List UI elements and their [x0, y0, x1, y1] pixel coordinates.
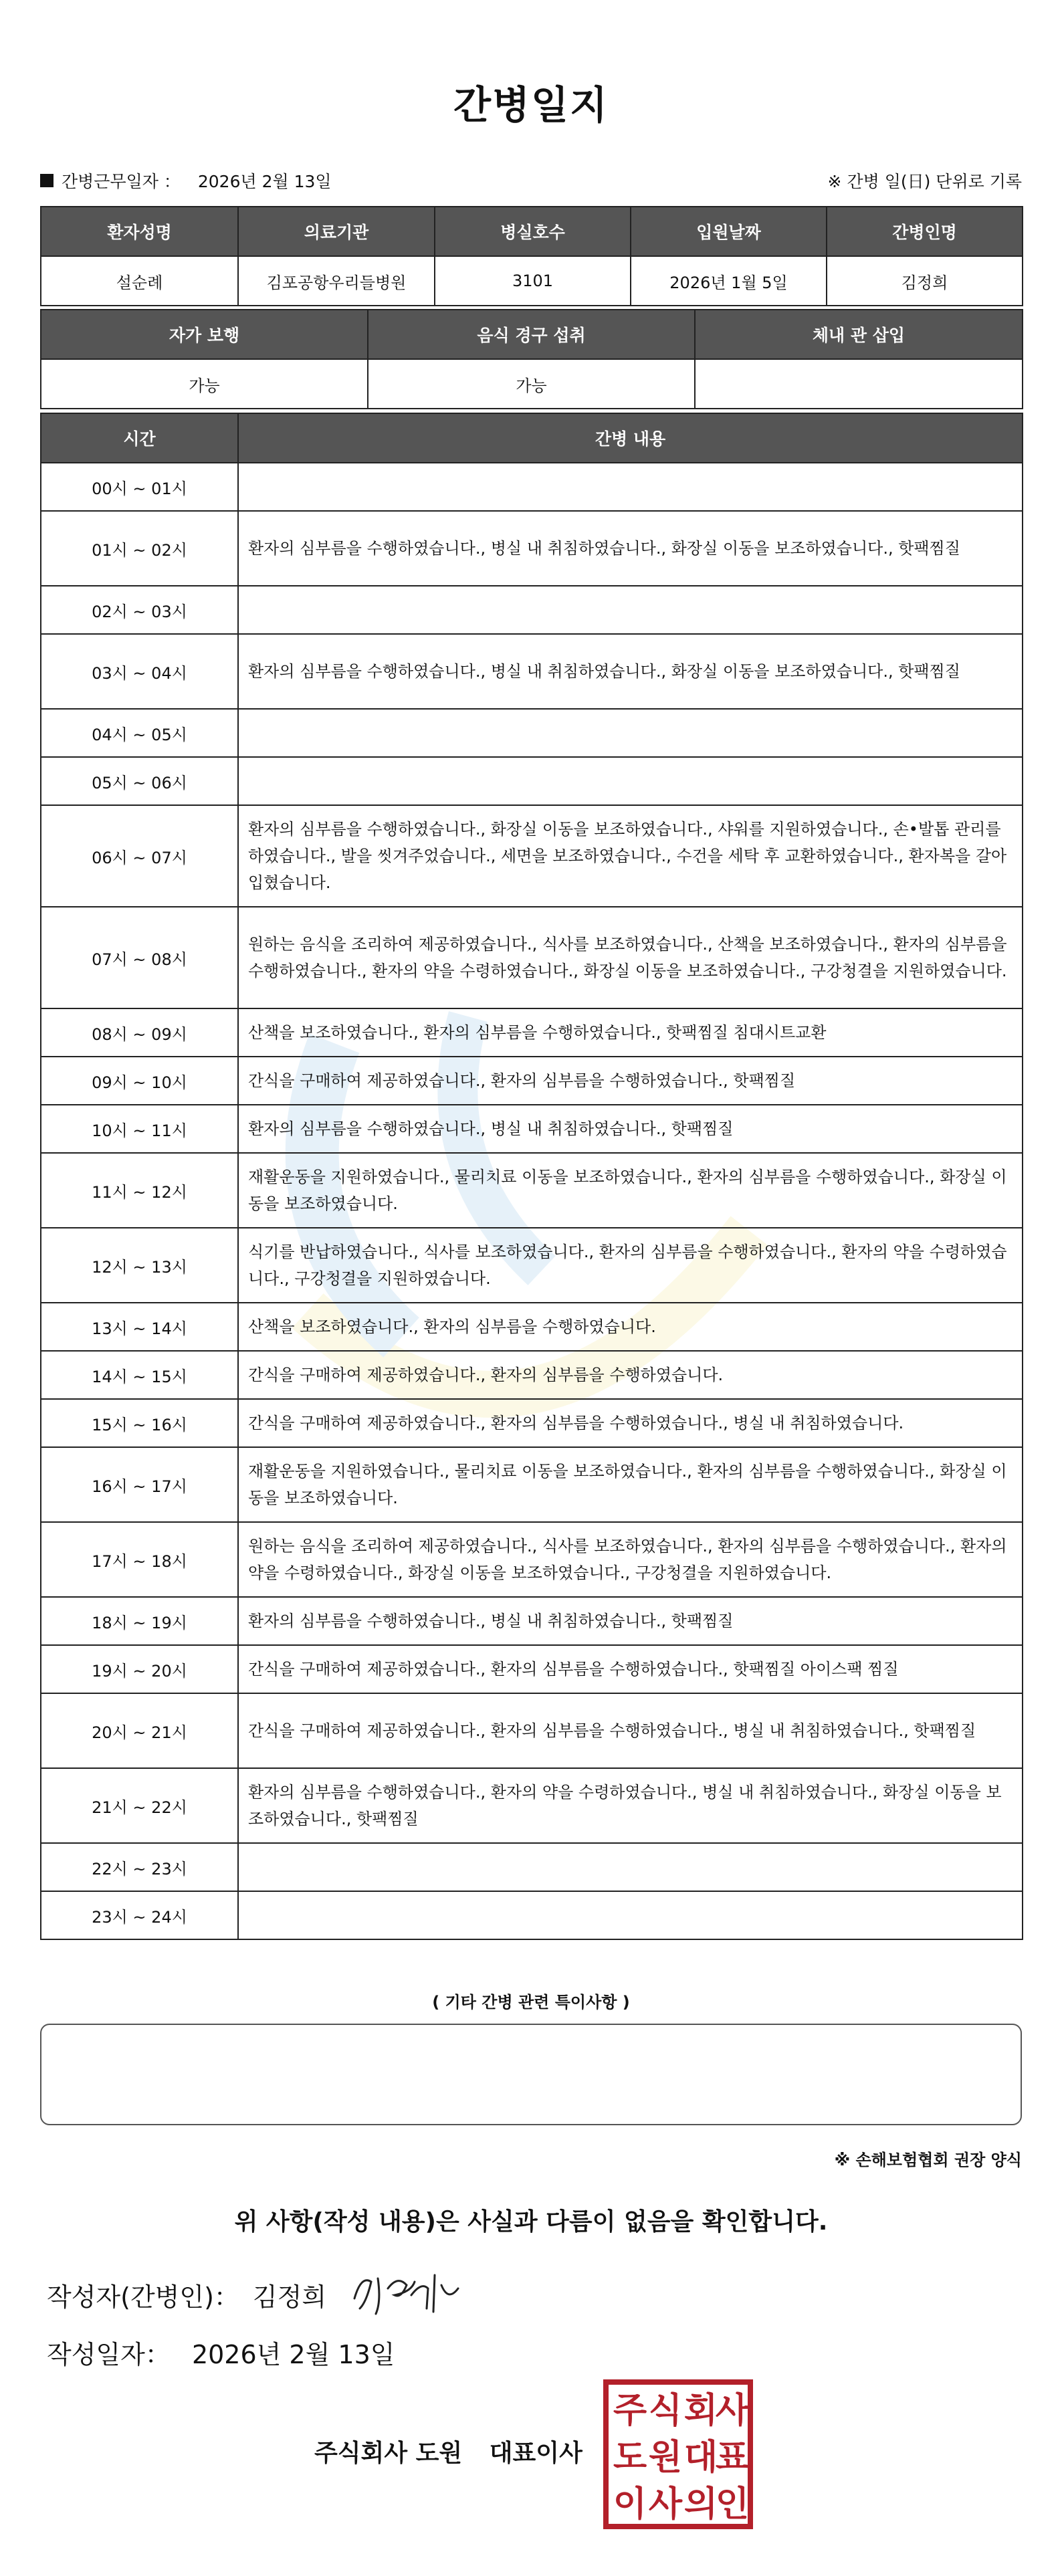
log-time: 19시 ~ 20시	[41, 1645, 238, 1693]
log-content: 재활운동을 지원하였습니다., 물리치료 이동을 보조하였습니다., 환자의 심부름을 수행하였습니다., 화장실 이동을 보조하였습니다.	[238, 1447, 1023, 1522]
log-time: 01시 ~ 02시	[41, 511, 238, 586]
log-row	[41, 1843, 1023, 1891]
log-row	[41, 634, 1023, 709]
log-content: 환자의 심부름을 수행하였습니다., 화장실 이동을 보조하였습니다., 샤워를 지원하였습니다., 손•발톱 관리를 하였습니다., 발을 씻겨주었습니다., 세면을 보조하였습니다., 수건을 세탁 후 교환하였습니다., 환자복을 갈아입혔습니다.	[238, 805, 1023, 907]
log-time: 06시 ~ 07시	[41, 805, 238, 907]
log-time: 14시 ~ 15시	[41, 1351, 238, 1399]
log-row	[41, 1303, 1023, 1351]
log-content	[238, 463, 1023, 511]
log-content	[238, 709, 1023, 757]
log-row	[41, 463, 1023, 511]
log-time: 02시 ~ 03시	[41, 586, 238, 634]
admission-date: 2026년 1월 5일	[631, 256, 827, 306]
log-content: 간식을 구매하여 제공하였습니다., 환자의 심부름을 수행하였습니다.	[238, 1351, 1023, 1399]
log-row	[41, 1351, 1023, 1399]
log-time: 05시 ~ 06시	[41, 757, 238, 805]
tube-insertion-value	[695, 359, 1023, 409]
log-row	[41, 907, 1023, 1008]
log-row	[41, 1153, 1023, 1228]
svg-text:회: 회	[683, 2391, 718, 2431]
notes-box	[40, 2024, 1022, 2125]
svg-text:사: 사	[715, 2391, 750, 2431]
log-content: 원하는 음식을 조리하여 제공하였습니다., 식사를 보조하였습니다., 환자의 심부름을 수행하였습니다., 환자의 약을 수령하였습니다., 화장실 이동을 보조하였습니다., 구강청결을 지원하였습니다.	[238, 1522, 1023, 1597]
patient-name: 설순례	[41, 256, 238, 306]
header-tube-insertion: 체내 관 삽입	[695, 310, 1023, 359]
log-content: 환자의 심부름을 수행하였습니다., 병실 내 취침하였습니다., 핫팩찜질	[238, 1105, 1023, 1153]
log-content: 산책을 보조하였습니다., 환자의 심부름을 수행하였습니다., 핫팩찜질 침대시트교환	[238, 1008, 1023, 1057]
log-content: 간식을 구매하여 제공하였습니다., 환자의 심부름을 수행하였습니다., 핫팩찜질 아이스팩 찜질	[238, 1645, 1023, 1693]
company-line	[314, 2434, 582, 2468]
self-walking-value: 가능	[41, 359, 368, 409]
header-room: 병실호수	[435, 207, 631, 256]
log-row	[41, 1399, 1023, 1447]
log-time: 22시 ~ 23시	[41, 1843, 238, 1891]
log-content	[238, 1843, 1023, 1891]
svg-text:식: 식	[648, 2391, 683, 2431]
log-row	[41, 757, 1023, 805]
work-date-label: 간병근무일자 ：	[62, 172, 181, 191]
log-time: 09시 ~ 10시	[41, 1057, 238, 1105]
oral-intake-value: 가능	[368, 359, 695, 409]
notes-title: ( 기타 간병 관련 특이사항 )	[432, 1993, 630, 2012]
svg-text:주: 주	[613, 2391, 647, 2431]
written-date-label: 작성일자：	[47, 2340, 171, 2369]
log-row	[41, 1693, 1023, 1768]
log-content: 환자의 심부름을 수행하였습니다., 환자의 약을 수령하였습니다., 병실 내 취침하였습니다., 화장실 이동을 보조하였습니다., 핫팩찜질	[238, 1768, 1023, 1843]
log-time: 10시 ~ 11시	[41, 1105, 238, 1153]
square-bullet-icon	[40, 174, 54, 187]
log-time: 21시 ~ 22시	[41, 1768, 238, 1843]
work-date	[40, 169, 332, 193]
written-date-line	[47, 2334, 395, 2371]
log-content: 간식을 구매하여 제공하였습니다., 환자의 심부름을 수행하였습니다., 핫팩찜질	[238, 1057, 1023, 1105]
log-content: 환자의 심부름을 수행하였습니다., 병실 내 취침하였습니다., 핫팩찜질	[238, 1597, 1023, 1645]
header-patient-name: 환자성명	[41, 207, 238, 256]
svg-text:사: 사	[648, 2484, 683, 2525]
log-content: 식기를 반납하였습니다., 식사를 보조하였습니다., 환자의 심부름을 수행하였습니다., 환자의 약을 수령하였습니다., 구강청결을 지원하였습니다.	[238, 1228, 1023, 1303]
svg-text:인: 인	[715, 2484, 750, 2525]
log-row	[41, 1768, 1023, 1843]
form-note: ※ 손해보험협회 권장 양식	[834, 2151, 1022, 2169]
unit-note: ※ 간병 일(日) 단위로 기록	[827, 172, 1022, 191]
log-content	[238, 757, 1023, 805]
log-content: 환자의 심부름을 수행하였습니다., 병실 내 취침하였습니다., 화장실 이동을 보조하였습니다., 핫팩찜질	[238, 511, 1023, 586]
svg-text:도: 도	[613, 2438, 647, 2478]
log-time: 20시 ~ 21시	[41, 1693, 238, 1768]
log-row	[41, 586, 1023, 634]
header-caregiver: 간병인명	[827, 207, 1023, 256]
log-time: 08시 ~ 09시	[41, 1008, 238, 1057]
writer-label: 작성자(간병인)：	[47, 2282, 239, 2312]
log-row	[41, 1447, 1023, 1522]
svg-text:대: 대	[683, 2438, 718, 2478]
confirmation-statement: 위 사항(작성 내용)은 사실과 다름이 없음을 확인합니다.	[234, 2208, 828, 2236]
log-content: 산책을 보조하였습니다., 환자의 심부름을 수행하였습니다.	[238, 1303, 1023, 1351]
log-content	[238, 1891, 1023, 1939]
svg-text:의: 의	[683, 2484, 718, 2525]
log-content: 환자의 심부름을 수행하였습니다., 병실 내 취침하였습니다., 화장실 이동을 보조하였습니다., 핫팩찜질	[238, 634, 1023, 709]
log-time: 17시 ~ 18시	[41, 1522, 238, 1597]
log-row	[41, 1597, 1023, 1645]
log-row	[41, 1645, 1023, 1693]
page-title: 간병일지	[453, 82, 609, 128]
caregiver-name: 김정희	[827, 256, 1023, 306]
log-time: 13시 ~ 14시	[41, 1303, 238, 1351]
log-time: 03시 ~ 04시	[41, 634, 238, 709]
room-number: 3101	[435, 256, 631, 306]
log-content: 간식을 구매하여 제공하였습니다., 환자의 심부름을 수행하였습니다., 병실 내 취침하였습니다., 핫팩찜질	[238, 1693, 1023, 1768]
log-content: 원하는 음식을 조리하여 제공하였습니다., 식사를 보조하였습니다., 산책을 보조하였습니다., 환자의 심부름을 수행하였습니다., 환자의 약을 수령하였습니다., 화장실 이동을 보조하였습니다., 구강청결을 지원하였습니다.	[238, 907, 1023, 1008]
log-time: 15시 ~ 16시	[41, 1399, 238, 1447]
log-row	[41, 1228, 1023, 1303]
log-row	[41, 511, 1023, 586]
log-row	[41, 709, 1023, 757]
svg-text:이: 이	[613, 2484, 647, 2525]
log-time: 04시 ~ 05시	[41, 709, 238, 757]
log-time: 07시 ~ 08시	[41, 907, 238, 1008]
log-row	[41, 1057, 1023, 1105]
writer-name: 김정희	[252, 2282, 327, 2312]
log-time: 11시 ~ 12시	[41, 1153, 238, 1228]
log-time: 00시 ~ 01시	[41, 463, 238, 511]
log-row	[41, 1008, 1023, 1057]
log-time: 23시 ~ 24시	[41, 1891, 238, 1939]
log-row	[41, 1105, 1023, 1153]
header-self-walking: 자가 보행	[41, 310, 368, 359]
patient-ability-table	[40, 309, 1023, 409]
log-row	[41, 805, 1023, 907]
company-name: 주식회사 도원	[314, 2440, 463, 2467]
log-time: 18시 ~ 19시	[41, 1597, 238, 1645]
log-time: 12시 ~ 13시	[41, 1228, 238, 1303]
header-oral-intake: 음식 경구 섭취	[368, 310, 695, 359]
header-care-content: 간병 내용	[238, 413, 1023, 463]
log-content: 재활운동을 지원하였습니다., 물리치료 이동을 보조하였습니다., 환자의 심부름을 수행하였습니다., 화장실 이동을 보조하였습니다.	[238, 1153, 1023, 1228]
patient-info-table	[40, 206, 1023, 306]
log-row	[41, 1891, 1023, 1939]
company-role: 대표이사	[489, 2440, 582, 2467]
written-date-value: 2026년 2월 13일	[191, 2340, 395, 2369]
care-log-table	[40, 413, 1023, 1940]
log-row	[41, 1522, 1023, 1597]
handwritten-signature	[348, 2262, 468, 2322]
log-time: 16시 ~ 17시	[41, 1447, 238, 1522]
log-content: 간식을 구매하여 제공하였습니다., 환자의 심부름을 수행하였습니다., 병실 내 취침하였습니다.	[238, 1399, 1023, 1447]
svg-text:원: 원	[648, 2438, 683, 2478]
work-date-value: 2026년 2월 13일	[197, 172, 332, 191]
company-seal	[602, 2378, 754, 2531]
header-hospital: 의료기관	[238, 207, 435, 256]
hospital-name: 김포공항우리들병원	[238, 256, 435, 306]
svg-text:표: 표	[715, 2438, 750, 2478]
header-time: 시간	[41, 413, 238, 463]
writer-line	[47, 2276, 326, 2313]
log-content	[238, 586, 1023, 634]
header-admission-date: 입원날짜	[631, 207, 827, 256]
